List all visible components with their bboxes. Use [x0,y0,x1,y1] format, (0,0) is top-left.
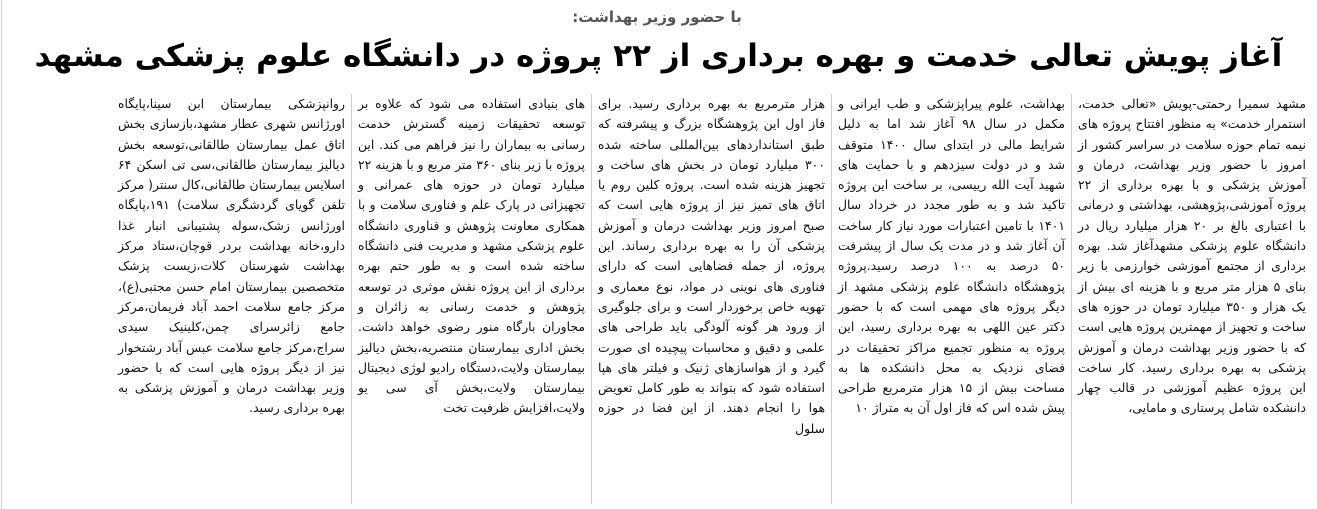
article-column-1: مشهد سمیرا رحمتی-پویش «تعالی خدمت، استمرار خدمت» به منظور افتتاح پروژه های نیمه تمام حوزه سلامت در سراسر کشور از امروز با حضور وزیر بهداشت، درمان و آموزش پزشکی و با بهره برداری از ۲۲ پروژه آموزشی،پژوهشی، بهداشتی و درمانی با اعتباری بالغ بر ۲۰ هزار میلیارد ریال در دانشگاه علوم پزشکی مشهدآغاز شد. بهره برداری از مجتمع آموزشی خوارزمی با زیر بنای ۵ هزار متر مربع و با هزینه ای بیش از یک هزار و ۳۵۰ میلیارد تومان در حوزه های ساخت و تجهیز از مهمترین پروژه هایی است که با حضور وزیر بهداشت درمان و آموزش پزشکی به بهره برداری رسید. کار ساخت این پروژه عظیم آموزشی در قالب چهار دانشکده شامل پرستاری و مامایی، [1078,96,1306,416]
article-headline: آغاز پویش تعالی خدمت و بهره برداری از ۲۲ پروژه در دانشگاه علوم پزشکی مشهد [34,38,1283,74]
article-body [100,94,1312,506]
article-column-4: های بنیادی استفاده می شود که علاوه بر توسعه تحقیقات زمینه گسترش خدمت رسانی به بیماران را نیز فراهم می کند. این پروژه با زیر بنای ۳۶۰ متر مربع و با هزینه ۲۲ میلیارد تومان در حوزه های عمرانی و تجهیزاتی در پارک علم و فناوری سلامت و با همکاری معاونت پژوهش و فناوری دانشگاه علوم پزشکی مشهد و مدیریت فنی دانشگاه ساخته شده است و به طور حتم بهره برداری از این پروژه نقش موثری در توسعه پژوهش و خدمت رسانی به زائران و مجاوران بارگاه منور رضوی خواهد داشت. بخش اداری بیمارستان منتصریه،بخش دیالیز بیمارستان ولایت،دستگاه رادیو لوژی دیجیتال بیمارستان ولایت،بخش آی سی یو ولایت،افزایش ظرفیت تخت [352,94,592,504]
page-edge-divider [1,0,2,509]
article-column-2: بهداشت، علوم پیراپزشکی و طب ایرانی و مکمل در سال ۹۸ آغاز شد اما به دلیل شرایط مالی در ابتدای سال ۱۴۰۰ متوقف شد و در دولت سیزدهم و با حمایت های شهید آیت الله رییسی، بر ساخت این پروژه تاکید شد و به طور مجدد در خرداد سال ۱۴۰۱ با تامین اعتبارات مورد نیاز کار ساخت آن آغاز شد و در مدت یک سال از پیشرفت ۵۰ درصد به ۱۰۰ درصد رسید.پروژه پژوهشگاه دانشگاه علوم پزشکی مشهد از دیگر پروژه های مهمی است که با حضور دکتر عین اللهی به بهره برداری رسید، این پروژه به منظور تجمیع مراکز تحقیقات در فضای نزدیک به محل دانشکده ها به مساحت بیش از ۱۵ هزار مترمربع طراحی پیش شده اس که فاز اول آن به متراژ ۱۰ [832,94,1072,504]
article-column-5: روانپزشکی بیمارستان ابن سینا،پایگاه اورژانس شهری عطار مشهد،بازسازی بخش اتاق عمل بیمارستان طالقانی،توسعه بخش دیالیز بیمارستان طالقانی،سی تی اسکن ۶۴ اسلایس بیمارستان طالقانی،کال سنتر( مرکز تلفن گویای گردشگری سلامت) ۱۹۱،پایگاه اورژانس زشک،سوله پشتیبانی انبار غذا دارو،خانه بهداشت بردر قوچان،ستاد مرکز بهداشت شهرستان کلات،زیست پزشک متخصصین بیمارستان امام حسن مجتبی(ع)، مرکز جامع سلامت احمد آباد فریمان،مرکز جامع زائرسرای چمن،کلینیک سیدی سراج،مرکز جامع سلامت عبس آباد رشتخوار نیز از دیگر پروژه هایی است که با حضور وزیر بهداشت درمان و آموزش پزشکی به بهره برداری رسید. [112,94,352,504]
article-kicker: با حضور وزیر بهداشت: [572,8,742,26]
article-column-3: هزار مترمربع به بهره برداری رسید. برای فاز اول این پژوهشگاه بزرگ و پیشرفته که طبق استانداردهای بین‌المللی ساخته شده ۳۰۰ میلیارد تومان در بخش های ساخت و تجهیز هزینه شده است. پروژه کلین روم یا اتاق های تمیز نیز از پروژه هایی است که صبح امروز وزیر بهداشت درمان و آموزش پزشکی آن را به بهره برداری رساند. این پروژه، از جمله فضاهایی است که دارای فناوری های نوینی در مواد، نوع معماری و تهویه خاص برخوردار است و برای جلوگیری از ورود هر گونه آلودگی باید طراحی های علمی و دقیق و محاسبات پیچیده ای صورت گیرد و از هواسازهای ژنیک و فیلتر های هپا استفاده شود که بتواند به طور کامل تعویض هوا را انجام دهند. از این فضا در حوزه سلول [592,94,832,504]
